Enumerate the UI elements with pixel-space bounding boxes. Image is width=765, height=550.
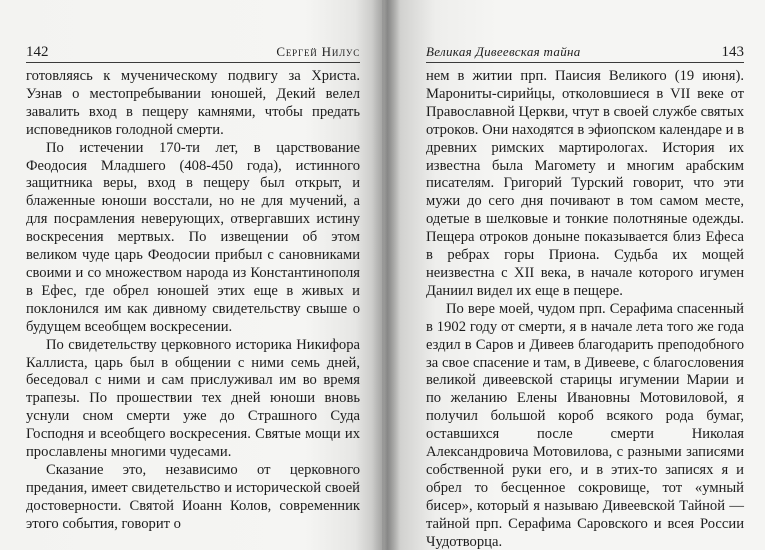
paragraph: Сказание это, независимо от церковного предания, имеет свидетельство и исторической своей достоверности. Святой Иоанн Колов, современник этого события, говорит о — [26, 461, 360, 532]
paragraph: готовляясь к мученическому подвигу за Христа. Узнав о местопребывании юношей, Декий велел завалить вход в пещеру камнями, чтобы предать исповедников голодной смерти. — [26, 68, 360, 138]
right-page — [382, 0, 765, 550]
left-page-number: 142 — [26, 44, 49, 60]
left-page-text — [26, 68, 360, 534]
left-page-header — [26, 40, 360, 63]
paragraph: По истечении 170-ти лет, в царствование Феодосия Младшего (408-450 года), истинного защитника веры, вход в пещеру был открыт, и блаженные юноши восстали, но не для мучений, а для посрамления неверующих, отвергавших истину воскресения мертвых. По извещении об этом великом чуде царь Феодосии прибыл с сановниками своими и со множеством народа из Константинополя в Ефес, где обрел юношей этих еще в живых и поклонился им как дивному свидетельству свыше о будущем всеобщем воскресении. — [26, 139, 360, 335]
right-page-header — [426, 40, 744, 63]
paragraph: нем в житии прп. Паисия Великого (19 июня). Марониты-сирийцы, отколовшиеся в VII веке от Православной Церкви, чтут в своей службе святых отроков. Они находятся в эфиопском календаре и в древних римских мартирологах. История их известна была Магомету и многим арабским писателям. Григорий Турский говорит, что эти мужи до сего дня почивают в том самом месте, одетые в шелковые и тонкие полотняные одежды. Пещера отроков доныне показывается близ Ефеса в ребрах горы Приона. Судьба их мощей неизвестна с XII века, в начале которого игумен Даниил видел их еще в пещере. — [426, 68, 744, 299]
paragraph: По вере моей, чудом прп. Серафима спасенный в 1902 году от смерти, я в начале лета того же года ездил в Саров и Дивеев благодарить преподобного за свое спасение и там, в Дивееве, с благословения великой дивеевской старицы игумении Марии и по желанию Елены Ивановны Мотовиловой, я получил большой короб всякого рода бумаг, оставшихся после смерти Николая Александровича Мотовилова, с разными записями собственной руки его, и в этих-то записях я и обрел то бесценное сокровище, тот «умный бисер», который я называю Дивеевской Тайной — тайной прп. Серафима Саровского и всея России Чудотворца. — [426, 300, 744, 550]
left-running-head: Сергей Нилус — [276, 44, 360, 59]
right-page-text — [426, 68, 744, 550]
paragraph: По свидетельству церковного историка Никифора Каллиста, царь был в общении с ними семь дней, беседовал с ними и сам прислуживал им во время трапезы. По прошествии тех дней юноши вновь уснули сном смерти уже до Страшного Суда Господня и всеобщего воскресения. Святые мощи их прославлены многими чудесами. — [26, 336, 360, 461]
right-page-number: 143 — [721, 44, 744, 60]
right-running-head: Великая Дивеевская тайна — [426, 44, 581, 59]
left-page — [0, 0, 382, 550]
